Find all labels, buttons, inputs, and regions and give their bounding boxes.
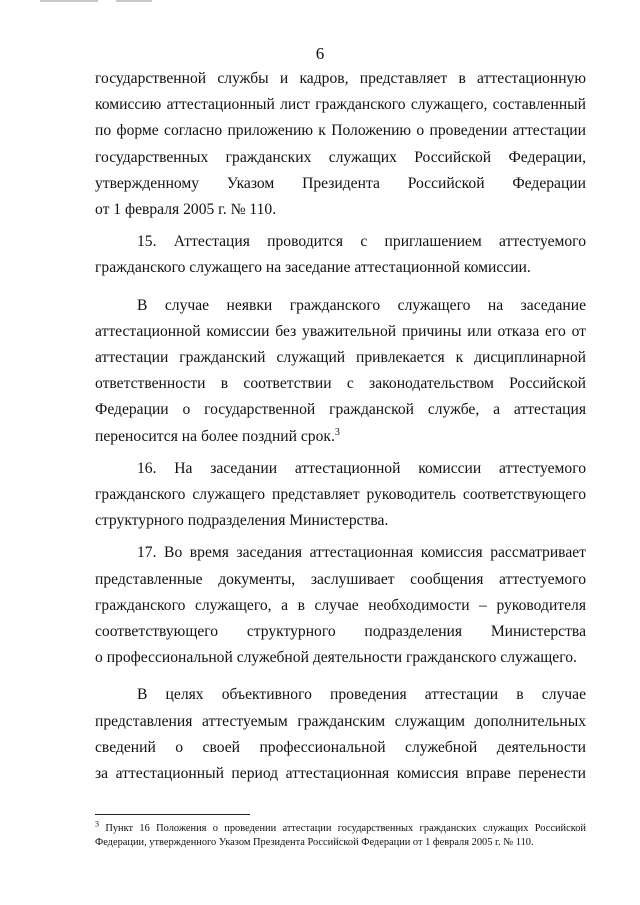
- text-line: гражданского служащего, а в случае необходимости – руководителя: [95, 596, 586, 614]
- text-line: гражданского служащего на заседание аттестационной комиссии.: [95, 259, 531, 277]
- paragraph: [95, 66, 586, 223]
- text-line: гражданского служащего представляет руководитель соответствующего: [95, 486, 586, 504]
- footnote-reference[interactable]: 3: [334, 426, 340, 438]
- text-line: Федерации о государственной гражданской службе, а аттестация: [95, 401, 586, 419]
- text-line: [95, 424, 586, 450]
- footnote-text: Пункт 16 Положения о проведении аттестации государственных гражданских служащих Российской Федерации, утвержденного Указом Президента Российской Федерации от 1 февраля 2005 г. № 110.: [95, 823, 586, 848]
- text-line: сведений о своей профессиональной служебной деятельности: [95, 738, 586, 756]
- scan-edge-mark: [40, 0, 98, 2]
- paragraph-item-15: [95, 229, 586, 281]
- text-span: переносится на более поздний срок.: [95, 427, 335, 445]
- text-line: представленные документы, заслушивает сообщения аттестуемого: [95, 570, 586, 588]
- text-line: В случае неявки гражданского служащего на заседание: [137, 296, 586, 314]
- text-line: В целях объективного проведения аттестации в случае: [137, 686, 586, 704]
- scan-edge-mark: [116, 0, 152, 2]
- text-line: от 1 февраля 2005 г. № 110.: [95, 201, 277, 219]
- paragraph: [95, 682, 586, 787]
- text-line: государственной службы и кадров, представляет в аттестационную: [95, 70, 586, 87]
- footnote-separator: [95, 814, 250, 815]
- text-line: 16. На заседании аттестационной комиссии аттестуемого: [137, 459, 586, 477]
- text-line: за аттестационный период аттестационная комиссия вправе перенести: [95, 765, 586, 783]
- text-line: государственных гражданских служащих Российской Федерации,: [95, 148, 586, 166]
- text-line: по форме согласно приложению к Положению о проведении аттестации: [95, 122, 586, 140]
- text-line: ответственности в соответствии с законодательством Российской: [95, 375, 586, 393]
- text-line: аттестационной комиссии без уважительной причины или отказа его от: [95, 322, 586, 340]
- page-number: 6: [315, 44, 325, 63]
- text-line: комиссию аттестационный лист гражданского служащего, составленный: [95, 96, 586, 114]
- text-line: аттестации гражданский служащий привлекается к дисциплинарной: [95, 349, 586, 367]
- paragraph-item-16: [95, 456, 586, 535]
- document-body: [95, 66, 586, 787]
- paragraph-item-17: [95, 540, 586, 671]
- text-line: утвержденному Указом Президента Российской Федерации: [95, 174, 586, 192]
- text-line: соответствующего структурного подразделения Министерства: [95, 623, 586, 641]
- text-line: представления аттестуемым гражданским служащим дополнительных: [95, 712, 586, 730]
- text-line: о профессиональной служебной деятельности гражданского служащего.: [95, 649, 577, 667]
- text-line: структурного подразделения Министерства.: [95, 512, 389, 530]
- text-line: 15. Аттестация проводится с приглашением аттестуемого: [137, 233, 586, 251]
- paragraph: [95, 293, 586, 450]
- footnote-mark: 3: [95, 819, 99, 829]
- text-line: 17. Во время заседания аттестационная комиссия рассматривает: [137, 544, 586, 562]
- footnote: [95, 819, 586, 850]
